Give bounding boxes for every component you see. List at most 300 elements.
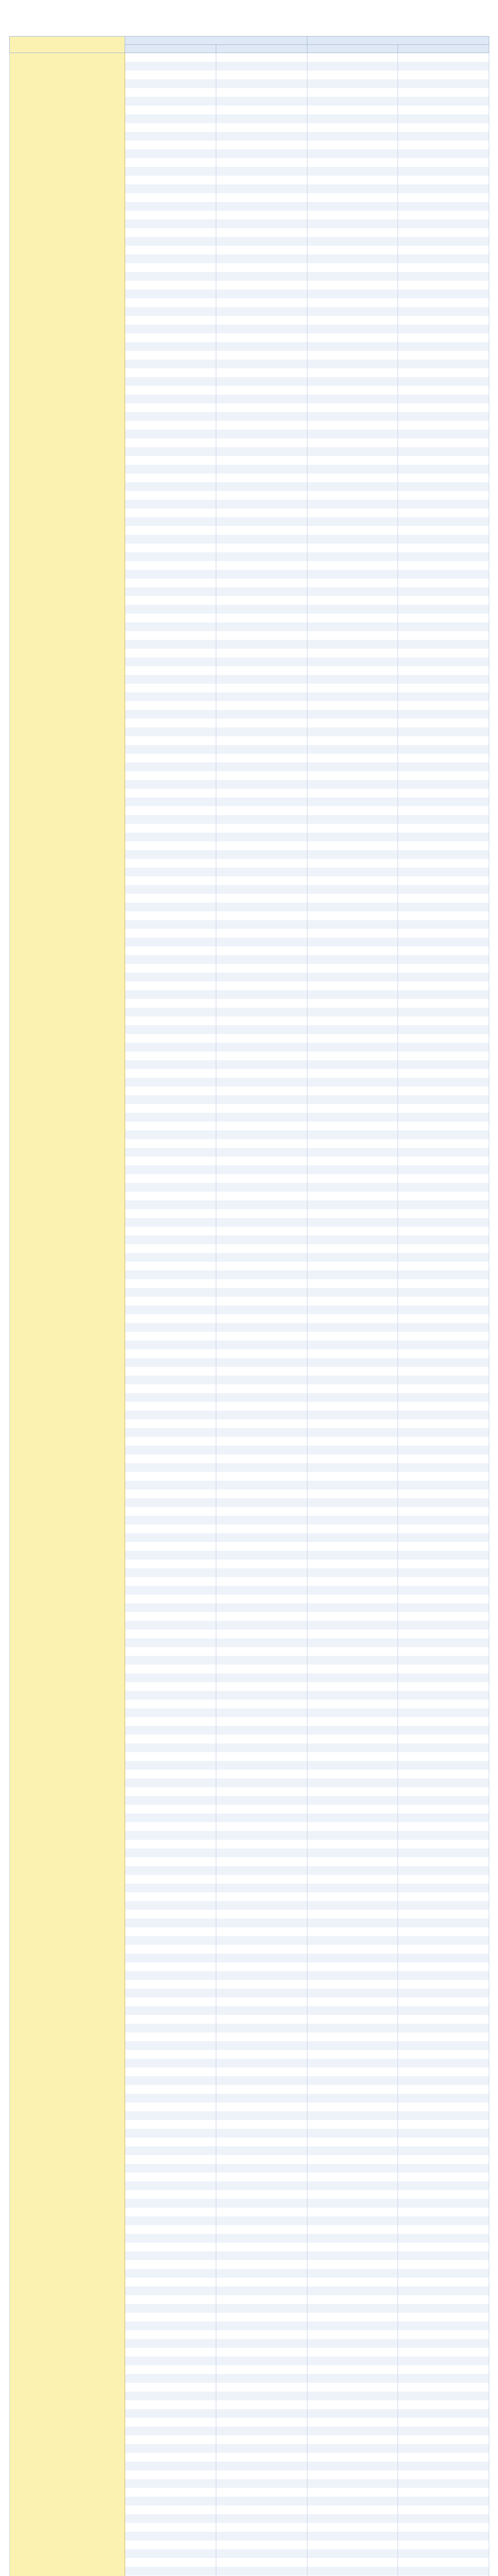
- row-label: [10, 246, 125, 255]
- value-cell: [125, 2085, 216, 2094]
- row-label: [10, 2111, 125, 2120]
- value-cell: [307, 622, 398, 631]
- value-cell: [307, 473, 398, 482]
- table-row: [10, 2532, 489, 2540]
- value-cell: [125, 1542, 216, 1551]
- row-label: [10, 1866, 125, 1875]
- table-row: [10, 745, 489, 754]
- value-cell: [125, 920, 216, 929]
- value-cell: [216, 719, 307, 727]
- table-row: [10, 631, 489, 640]
- value-cell: [307, 990, 398, 999]
- value-cell: [398, 1551, 489, 1560]
- value-cell: [125, 333, 216, 342]
- value-cell: [398, 657, 489, 666]
- value-cell: [307, 1332, 398, 1341]
- table-row: [10, 2427, 489, 2435]
- value-cell: [307, 333, 398, 342]
- value-cell: [398, 1524, 489, 1533]
- value-cell: [398, 1463, 489, 1472]
- value-cell: [398, 1262, 489, 1270]
- row-label: [10, 158, 125, 167]
- value-cell: [398, 719, 489, 727]
- value-cell: [398, 1139, 489, 1148]
- row-label: [10, 2138, 125, 2146]
- table-row: [10, 2260, 489, 2269]
- value-cell: [307, 316, 398, 325]
- value-cell: [125, 973, 216, 981]
- table-row: [10, 2269, 489, 2278]
- table-row: [10, 456, 489, 465]
- value-cell: [125, 2032, 216, 2041]
- row-label: [10, 1332, 125, 1341]
- table-row: [10, 290, 489, 298]
- table-row: [10, 1481, 489, 1489]
- table-row: [10, 1787, 489, 1796]
- group-header: [125, 37, 307, 45]
- value-cell: [398, 2365, 489, 2374]
- value-cell: [216, 1270, 307, 1279]
- value-cell: [307, 1358, 398, 1367]
- table-row: [10, 1831, 489, 1840]
- value-cell: [398, 333, 489, 342]
- value-cell: [398, 2059, 489, 2067]
- table-row: [10, 1016, 489, 1025]
- row-label: [10, 2146, 125, 2155]
- table-row: [10, 202, 489, 211]
- table-row: [10, 552, 489, 561]
- value-cell: [398, 1586, 489, 1595]
- row-label: [10, 2120, 125, 2129]
- value-cell: [398, 1927, 489, 1936]
- value-cell: [216, 2216, 307, 2225]
- value-cell: [307, 1989, 398, 1997]
- value-cell: [125, 2488, 216, 2497]
- value-cell: [216, 1174, 307, 1183]
- table-row: [10, 1665, 489, 1673]
- value-cell: [125, 622, 216, 631]
- value-cell: [125, 1726, 216, 1735]
- table-row: [10, 2392, 489, 2400]
- value-cell: [125, 1481, 216, 1489]
- value-cell: [125, 1849, 216, 1857]
- value-cell: [216, 298, 307, 307]
- row-label: [10, 1691, 125, 1700]
- value-cell: [125, 412, 216, 421]
- value-cell: [307, 2059, 398, 2067]
- value-cell: [216, 2251, 307, 2260]
- value-cell: [125, 2497, 216, 2505]
- table-row: [10, 281, 489, 290]
- unit-line: [9, 25, 489, 36]
- value-cell: [125, 255, 216, 263]
- value-cell: [125, 2286, 216, 2295]
- value-cell: [398, 325, 489, 333]
- row-label: [10, 2488, 125, 2497]
- value-cell: [398, 2339, 489, 2348]
- value-cell: [398, 2409, 489, 2418]
- value-cell: [216, 710, 307, 719]
- row-label: [10, 710, 125, 719]
- value-cell: [307, 2427, 398, 2435]
- row-label: [10, 132, 125, 141]
- value-cell: [216, 973, 307, 981]
- value-cell: [125, 1157, 216, 1165]
- row-label: [10, 1621, 125, 1630]
- value-cell: [125, 929, 216, 938]
- value-cell: [307, 938, 398, 946]
- table-row: [10, 1840, 489, 1849]
- row-label: [10, 596, 125, 605]
- table-row: [10, 1568, 489, 1577]
- row-label: [10, 1288, 125, 1297]
- value-cell: [307, 1577, 398, 1586]
- value-cell: [216, 964, 307, 973]
- value-cell: [216, 727, 307, 736]
- value-cell: [307, 841, 398, 850]
- value-cell: [398, 1682, 489, 1691]
- value-cell: [398, 386, 489, 395]
- row-label: [10, 473, 125, 482]
- row-label: [10, 2383, 125, 2392]
- row-label: [10, 780, 125, 789]
- value-cell: [216, 1279, 307, 1288]
- row-label: [10, 1822, 125, 1831]
- row-label: [10, 2453, 125, 2462]
- value-cell: [125, 97, 216, 106]
- value-cell: [307, 421, 398, 430]
- value-cell: [307, 1822, 398, 1831]
- value-cell: [307, 1253, 398, 1262]
- value-cell: [216, 1778, 307, 1787]
- row-label: [10, 587, 125, 596]
- value-cell: [216, 2208, 307, 2216]
- value-cell: [398, 2497, 489, 2505]
- value-cell: [125, 1831, 216, 1840]
- value-cell: [216, 806, 307, 815]
- value-cell: [125, 2365, 216, 2374]
- value-cell: [307, 526, 398, 535]
- table-row: [10, 2120, 489, 2129]
- row-label: [10, 281, 125, 290]
- value-cell: [216, 1533, 307, 1542]
- row-label: [10, 1673, 125, 1682]
- table-row: [10, 360, 489, 368]
- value-cell: [125, 1892, 216, 1901]
- value-cell: [125, 438, 216, 447]
- value-cell: [125, 1603, 216, 1612]
- table-row: [10, 97, 489, 106]
- value-cell: [216, 2540, 307, 2549]
- value-cell: [307, 386, 398, 395]
- value-cell: [398, 88, 489, 97]
- value-cell: [216, 2374, 307, 2383]
- value-cell: [307, 2549, 398, 2558]
- value-cell: [216, 1901, 307, 1910]
- value-cell: [398, 1647, 489, 1656]
- value-cell: [125, 2549, 216, 2558]
- value-cell: [398, 2444, 489, 2453]
- value-cell: [398, 1060, 489, 1069]
- value-cell: [398, 1306, 489, 1314]
- value-cell: [125, 2304, 216, 2313]
- value-cell: [216, 2435, 307, 2444]
- row-label: [10, 1787, 125, 1796]
- row-label: [10, 894, 125, 903]
- value-cell: [125, 2505, 216, 2514]
- table-row: [10, 2190, 489, 2199]
- table-row: [10, 377, 489, 386]
- value-cell: [216, 491, 307, 500]
- value-cell: [398, 1919, 489, 1927]
- row-label: [10, 911, 125, 920]
- value-cell: [307, 1122, 398, 1130]
- value-cell: [216, 193, 307, 202]
- value-cell: [307, 859, 398, 868]
- value-cell: [398, 1025, 489, 1034]
- value-cell: [398, 1735, 489, 1743]
- value-cell: [307, 1603, 398, 1612]
- row-label: [10, 1831, 125, 1840]
- value-cell: [216, 2558, 307, 2567]
- value-cell: [125, 1227, 216, 1235]
- row-label: [10, 1708, 125, 1717]
- table-row: [10, 412, 489, 421]
- value-cell: [307, 2488, 398, 2497]
- value-cell: [307, 754, 398, 762]
- value-cell: [307, 325, 398, 333]
- row-label: [10, 1901, 125, 1910]
- value-cell: [398, 1384, 489, 1393]
- value-cell: [398, 990, 489, 999]
- group-header: [307, 37, 489, 45]
- value-cell: [216, 2514, 307, 2523]
- value-cell: [216, 1025, 307, 1034]
- value-cell: [398, 806, 489, 815]
- value-cell: [307, 1884, 398, 1892]
- row-label: [10, 2260, 125, 2269]
- row-label: [10, 1183, 125, 1192]
- value-cell: [398, 1183, 489, 1192]
- value-cell: [216, 2085, 307, 2094]
- table-row: [10, 2549, 489, 2558]
- table-row: [10, 79, 489, 88]
- value-cell: [398, 605, 489, 614]
- value-cell: [216, 106, 307, 114]
- value-cell: [125, 1463, 216, 1472]
- value-cell: [216, 1840, 307, 1849]
- value-cell: [125, 1078, 216, 1087]
- value-cell: [398, 876, 489, 885]
- value-cell: [125, 789, 216, 798]
- value-cell: [216, 946, 307, 955]
- value-cell: [307, 141, 398, 149]
- row-label: [10, 1507, 125, 1516]
- value-cell: [398, 2435, 489, 2444]
- table-row: [10, 1411, 489, 1419]
- value-cell: [398, 2208, 489, 2216]
- value-cell: [307, 2111, 398, 2120]
- value-cell: [216, 1910, 307, 1919]
- value-cell: [216, 2138, 307, 2146]
- value-cell: [216, 1770, 307, 1778]
- value-cell: [307, 1647, 398, 1656]
- value-cell: [216, 2365, 307, 2374]
- value-cell: [398, 1945, 489, 1954]
- value-cell: [307, 1384, 398, 1393]
- value-cell: [125, 1787, 216, 1796]
- value-cell: [125, 1165, 216, 1174]
- row-label: [10, 2050, 125, 2059]
- value-cell: [216, 2243, 307, 2251]
- table-row: [10, 1884, 489, 1892]
- value-cell: [125, 1954, 216, 1962]
- value-cell: [398, 2470, 489, 2479]
- table-row: [10, 544, 489, 552]
- value-cell: [125, 780, 216, 789]
- value-cell: [398, 973, 489, 981]
- value-cell: [398, 938, 489, 946]
- value-cell: [125, 2427, 216, 2435]
- value-cell: [398, 1472, 489, 1481]
- value-cell: [216, 1297, 307, 1306]
- value-cell: [216, 1489, 307, 1498]
- value-cell: [398, 570, 489, 579]
- value-cell: [307, 1437, 398, 1446]
- table-row: [10, 2278, 489, 2286]
- value-cell: [125, 1743, 216, 1752]
- value-cell: [307, 2435, 398, 2444]
- value-cell: [307, 228, 398, 237]
- value-cell: [398, 2024, 489, 2032]
- value-cell: [398, 509, 489, 517]
- value-cell: [307, 1726, 398, 1735]
- value-cell: [216, 614, 307, 622]
- row-label: [10, 325, 125, 333]
- value-cell: [398, 237, 489, 246]
- value-cell: [125, 141, 216, 149]
- row-label: [10, 2208, 125, 2216]
- value-cell: [307, 456, 398, 465]
- value-cell: [125, 1113, 216, 1122]
- table-row: [10, 2330, 489, 2339]
- table-row: [10, 1621, 489, 1630]
- value-cell: [125, 1577, 216, 1586]
- value-cell: [216, 237, 307, 246]
- row-label: [10, 1533, 125, 1542]
- value-cell: [307, 395, 398, 403]
- row-label: [10, 1524, 125, 1533]
- row-label: [10, 789, 125, 798]
- table-row: [10, 1446, 489, 1454]
- table-row: [10, 824, 489, 833]
- row-label: [10, 193, 125, 202]
- value-cell: [307, 1279, 398, 1288]
- value-cell: [125, 1025, 216, 1034]
- value-cell: [216, 1262, 307, 1270]
- value-cell: [216, 1235, 307, 1244]
- table-row: [10, 1770, 489, 1778]
- row-label: [10, 2540, 125, 2549]
- table-row: [10, 1735, 489, 1743]
- value-cell: [125, 631, 216, 640]
- table-row: [10, 219, 489, 228]
- value-cell: [307, 657, 398, 666]
- row-label: [10, 1306, 125, 1314]
- value-cell: [125, 2181, 216, 2190]
- value-cell: [125, 1183, 216, 1192]
- value-cell: [216, 316, 307, 325]
- table-row: [10, 1586, 489, 1595]
- value-cell: [307, 2321, 398, 2330]
- row-label: [10, 1078, 125, 1087]
- value-cell: [125, 2357, 216, 2365]
- value-cell: [216, 815, 307, 824]
- value-cell: [398, 780, 489, 789]
- value-cell: [125, 640, 216, 649]
- row-label: [10, 999, 125, 1008]
- row-label: [10, 97, 125, 106]
- table-row: [10, 780, 489, 789]
- value-cell: [307, 167, 398, 176]
- value-cell: [398, 1717, 489, 1726]
- table-row: [10, 298, 489, 307]
- value-cell: [307, 964, 398, 973]
- value-cell: [216, 2006, 307, 2015]
- table-row: [10, 509, 489, 517]
- row-label: [10, 2313, 125, 2321]
- value-cell: [125, 2339, 216, 2348]
- row-label: [10, 342, 125, 351]
- value-cell: [398, 114, 489, 123]
- value-cell: [307, 2505, 398, 2514]
- value-cell: [307, 1962, 398, 1971]
- row-label: [10, 631, 125, 640]
- value-cell: [216, 1630, 307, 1638]
- value-cell: [216, 1656, 307, 1665]
- value-cell: [216, 2497, 307, 2505]
- row-label: [10, 2558, 125, 2567]
- row-label: [10, 447, 125, 456]
- row-label: [10, 255, 125, 263]
- row-label: [10, 1603, 125, 1612]
- row-label: [10, 2164, 125, 2173]
- table-row: [10, 351, 489, 360]
- value-cell: [216, 500, 307, 509]
- value-cell: [307, 237, 398, 246]
- value-cell: [398, 2050, 489, 2059]
- value-cell: [125, 2225, 216, 2234]
- value-cell: [125, 605, 216, 614]
- row-label: [10, 1393, 125, 1402]
- table-row: [10, 1577, 489, 1586]
- value-cell: [216, 657, 307, 666]
- value-cell: [398, 1849, 489, 1857]
- row-label: [10, 1910, 125, 1919]
- value-cell: [398, 141, 489, 149]
- value-cell: [216, 1621, 307, 1630]
- row-label: [10, 1454, 125, 1463]
- value-cell: [307, 97, 398, 106]
- value-cell: [398, 2400, 489, 2409]
- row-label: [10, 1551, 125, 1560]
- row-label: [10, 946, 125, 955]
- value-cell: [125, 2400, 216, 2409]
- table-row: [10, 1393, 489, 1402]
- table-row: [10, 2059, 489, 2067]
- value-cell: [125, 1314, 216, 1323]
- row-label: [10, 438, 125, 447]
